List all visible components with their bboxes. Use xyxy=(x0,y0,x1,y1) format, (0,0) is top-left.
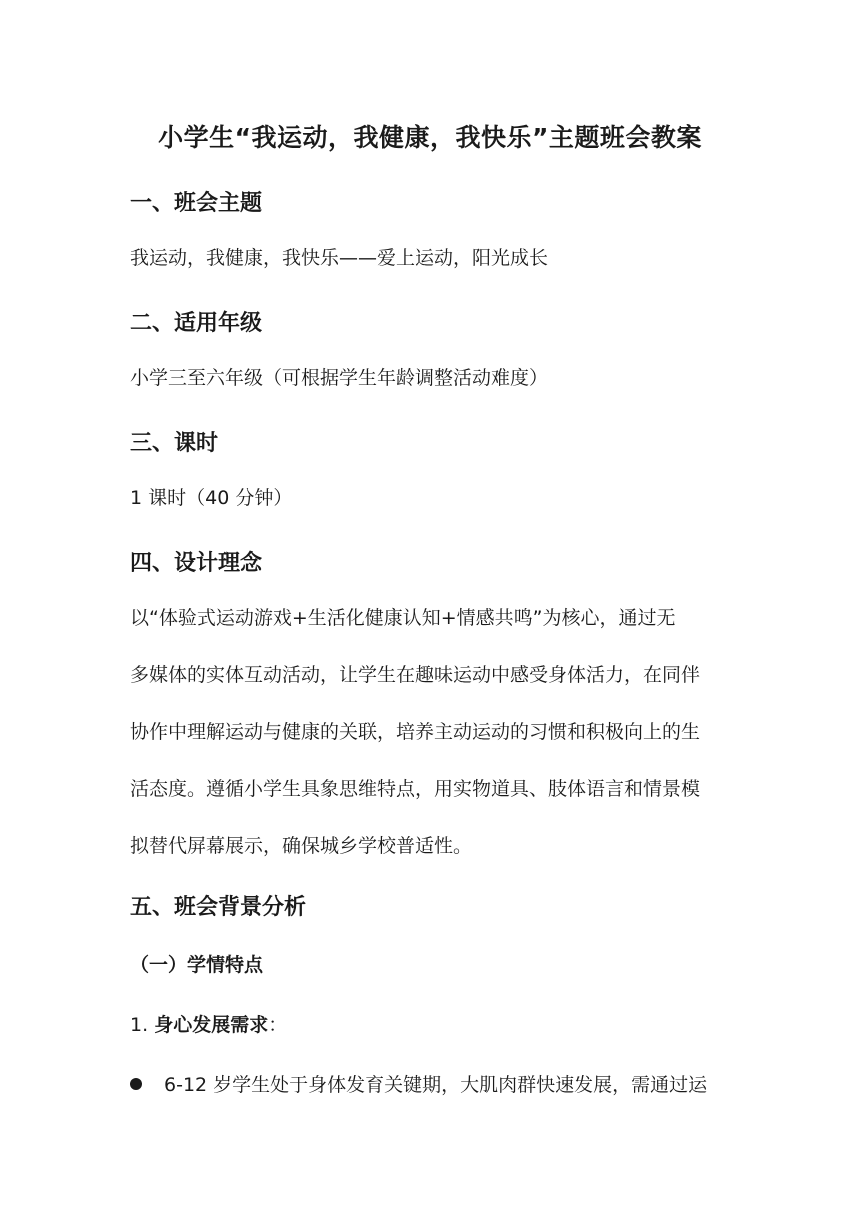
section-body-duration: 1 课时（40 分钟） xyxy=(130,487,293,509)
section-heading-design: 四、设计理念 xyxy=(130,551,263,576)
section-heading-background: 五、班会背景分析 xyxy=(130,895,307,920)
bullet-dot-icon xyxy=(130,1078,142,1090)
design-line: 以“体验式运动游戏+生活化健康认知+情感共鸣”为核心，通过无 xyxy=(130,607,676,629)
list-item-heading xyxy=(130,1010,287,1037)
section-body-grade: 小学三至六年级（可根据学生年龄调整活动难度） xyxy=(130,367,549,389)
bullet-text: 6-12 岁学生处于身体发育关键期，大肌肉群快速发展，需通过运 xyxy=(164,1074,708,1096)
list-item-bold-label: 身心发展需求 xyxy=(154,1014,269,1036)
design-paragraph xyxy=(130,604,732,889)
section-heading-duration: 三、课时 xyxy=(130,431,219,456)
design-line: 多媒体的实体互动活动，让学生在趣味运动中感受身体活力，在同伴 xyxy=(130,664,701,686)
section-heading-theme: 一、班会主题 xyxy=(130,191,263,216)
page-title: 小学生“我运动，我健康，我快乐”主题班会教案 xyxy=(158,123,702,152)
design-line: 活态度。遵循小学生具象思维特点，用实物道具、肢体语言和情景模 xyxy=(130,778,701,800)
section-body-theme: 我运动，我健康，我快乐——爱上运动，阳光成长 xyxy=(130,247,549,269)
bullet-item xyxy=(130,1070,707,1097)
list-item-colon: ： xyxy=(268,1014,288,1036)
section-heading-grade: 二、适用年级 xyxy=(130,311,263,336)
design-line: 拟替代屏幕展示，确保城乡学校普适性。 xyxy=(130,835,473,857)
design-line: 协作中理解运动与健康的关联，培养主动运动的习惯和积极向上的生 xyxy=(130,721,701,743)
list-item-number: 1. xyxy=(130,1014,149,1036)
subsection-heading-students: （一）学情特点 xyxy=(130,954,264,976)
